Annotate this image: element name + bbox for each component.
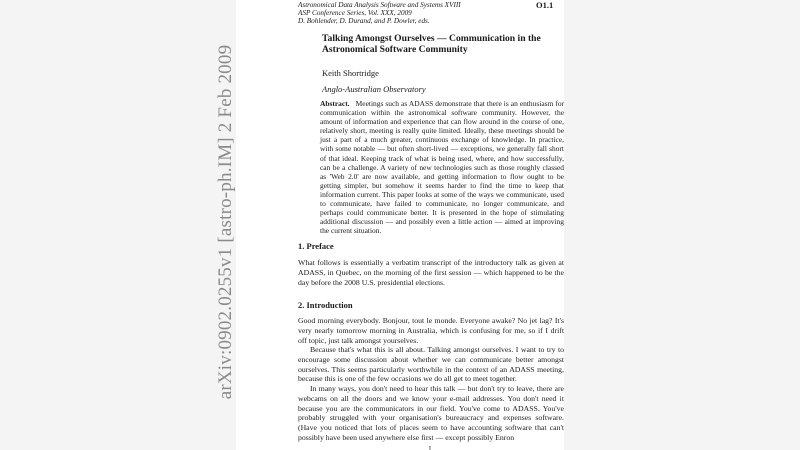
abstract (320, 99, 564, 235)
author: Keith Shortridge (322, 68, 379, 78)
intro-paragraph-3: In many ways, you don't need to hear this talk — but don't try to leave, there are webcams on all the doors and we know your e-mail addresses. You don't need it because you are the communicators in our field. You've come to ADASS. You've probably struggled with your organisation's bureaucracy and expenses software. (Have you noticed that lots of places seem to have accounting software that can't possibly have been used anywhere else first — except possibly Enron (298, 384, 564, 442)
paper-code: O1.1 (536, 0, 554, 10)
right-margin-band (564, 0, 800, 450)
intro-paragraph-1: Good morning everybody. Bonjour, tout le monde. Everyone awake? No jet lag? It's very nearly tomorrow morning in Australia, which is confusing for me, so if I drift off topic, just talk amongst yourselves. (298, 316, 564, 345)
left-margin-band (0, 0, 236, 450)
abstract-label: Abstract. (320, 99, 350, 108)
header-line-2: ASP Conference Series, Vol. XXX, 2009 (298, 9, 412, 17)
intro-paragraph-2: Because that's what this is all about. Talking amongst ourselves. I want to try to encourage some discussion about whether we can communicate better amongst ourselves. This seems particularly worthwhile in the context of an ADASS meeting, because this is one of the few occasions we do all get to meet together. (298, 345, 564, 384)
section-heading-introduction: 2. Introduction (298, 300, 353, 310)
paper-title: Talking Amongst Ourselves — Communication in the Astronomical Software Community (322, 33, 541, 55)
page-number: 1 (428, 444, 432, 450)
affiliation: Anglo-Australian Observatory (322, 84, 426, 94)
header-line-1: Astronomical Data Analysis Software and Systems XVIII (298, 1, 461, 9)
header-line-3: D. Bohlender, D. Durand, and P. Dowler, eds. (298, 17, 430, 25)
abstract-text: Meetings such as ADASS demonstrate that there is an enthusiasm for communication within the astronomical software community. However, the amount of information and experience that can flow around in the course of one, relatively short, meeting is really quite limited. Ideally, these meetings should be just a part of a much greater, continuous exchange of knowledge. In practice, with some notable — but often short-lived — exceptions, we generally fall short of that ideal. Keeping track of what is being used, where, and how successfully, can be a challenge. A variety of new technologies such as those roughly classed as 'Web 2.0' are now available, and getting information to flow ought to be getting simpler, but somehow it seems harder to find the time to keep that information current. This paper looks at some of the ways we communicate, used to communicate, have failed to communicate, no longer communicate, and perhaps could communicate better. It is presented in the hope of stimulating additional discussion — and possibly even a little action — aimed at improving the current situation. (320, 99, 564, 236)
preface-paragraph: What follows is essentially a verbatim transcript of the introductory talk as given at ADASS, in Quebec, on the morning of the first session — which happened to be the day before the 2008 U.S. presidential elections. (298, 258, 564, 287)
paper-page (236, 0, 564, 450)
section-heading-preface: 1. Preface (298, 241, 334, 251)
arxiv-stamp: arXiv:0902.0255v1 [astro-ph.IM] 2 Feb 2009 (215, 44, 236, 400)
